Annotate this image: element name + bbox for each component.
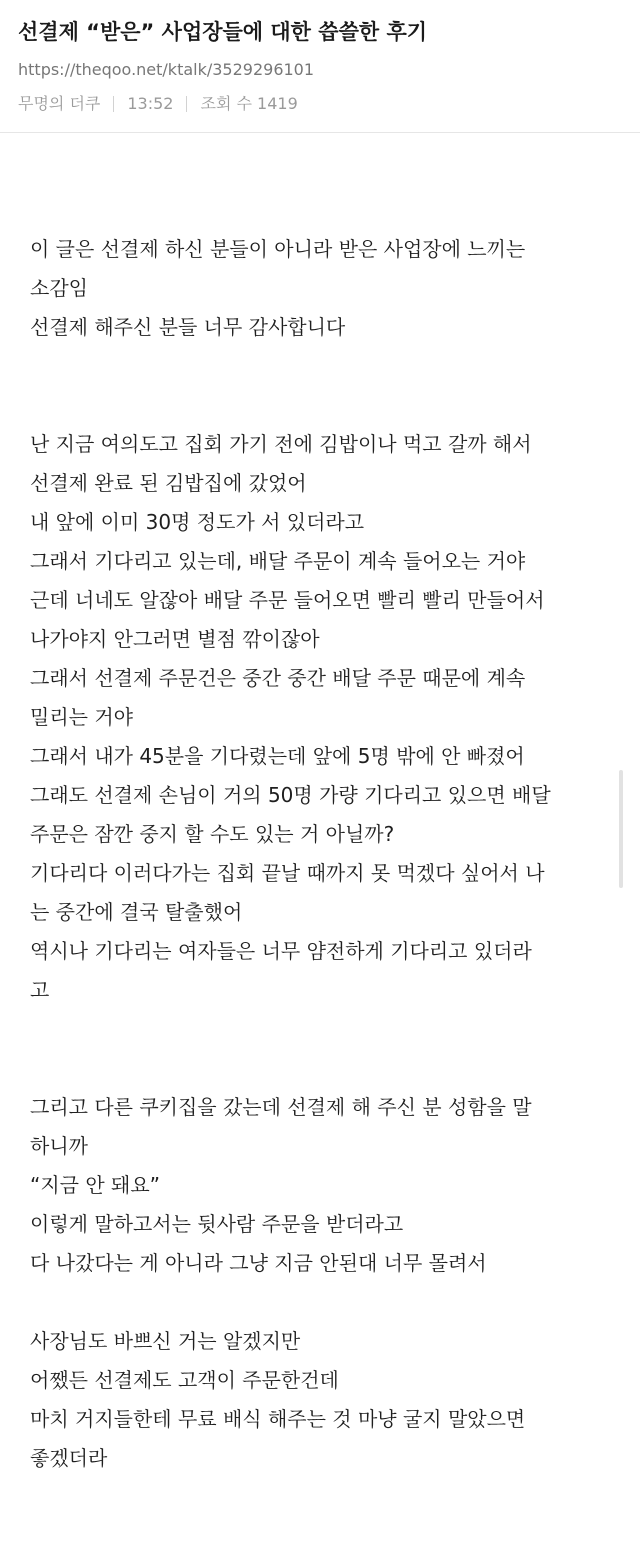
blank-line	[30, 1049, 620, 1088]
author-name[interactable]: 무명의 더쿠	[18, 94, 101, 113]
body-line: 소감임	[30, 276, 88, 300]
body-line: 마치 거지들한테 무료 배식 해주는 것 마냥 굴지 말았으면	[30, 1407, 526, 1431]
body-line: 이 글은 선결제 하신 분들이 아니라 받은 사업장에 느끼는	[30, 237, 526, 261]
body-line: 하니까	[30, 1134, 88, 1158]
post-meta	[18, 90, 298, 118]
post-body	[30, 230, 620, 1478]
body-line: 나가야지 안그러면 별점 깎이잖아	[30, 627, 320, 651]
post-title: 선결제 “받은” 사업장들에 대한 씁쓸한 후기	[18, 20, 428, 44]
body-line: 사장님도 바쁘신 거는 알겠지만	[30, 1329, 301, 1353]
body-line: 그래서 선결제 주문건은 중간 중간 배달 주문 때문에 계속	[30, 666, 526, 690]
body-line: 고	[30, 978, 50, 1002]
body-line: 그리고 다른 쿠키집을 갔는데 선결제 해 주신 분 성함을 말	[30, 1095, 532, 1119]
blank-line	[30, 1283, 620, 1322]
scrollbar-thumb[interactable]	[619, 770, 623, 888]
post-header	[0, 0, 640, 133]
body-line: 그래서 내가 45분을 기다렸는데 앞에 5명 밖에 안 빠졌어	[30, 744, 525, 768]
body-line: 다 나갔다는 게 아니라 그냥 지금 안된대 너무 몰려서	[30, 1251, 487, 1275]
body-line: “지금 안 돼요”	[30, 1173, 161, 1197]
body-line: 그래도 선결제 손님이 거의 50명 가량 기다리고 있으면 배달	[30, 783, 551, 807]
paragraph-4	[30, 1322, 620, 1478]
body-line: 선결제 해주신 분들 너무 감사합니다	[30, 315, 346, 339]
body-line: 밀리는 거야	[30, 705, 133, 729]
body-line: 근데 너네도 알잖아 배달 주문 들어오면 빨리 빨리 만들어서	[30, 588, 545, 612]
meta-divider	[186, 96, 187, 112]
paragraph-1	[30, 230, 620, 347]
body-line: 는 중간에 결국 탈출했어	[30, 900, 243, 924]
blank-line	[30, 347, 620, 386]
body-line: 선결제 완료 된 김밥집에 갔었어	[30, 471, 307, 495]
paragraph-3	[30, 1088, 620, 1283]
post-time: 13:52	[127, 94, 174, 113]
body-line: 기다리다 이러다가는 집회 끝날 때까지 못 먹겠다 싶어서 나	[30, 861, 545, 885]
body-line: 내 앞에 이미 30명 정도가 서 있더라고	[30, 510, 365, 534]
paragraph-2	[30, 425, 620, 1010]
view-count: 조회 수 1419	[200, 94, 298, 113]
blank-line	[30, 386, 620, 425]
post-url-link[interactable]: https://theqoo.net/ktalk/3529296101	[18, 60, 315, 79]
body-line: 이렇게 말하고서는 뒷사람 주문을 받더라고	[30, 1212, 404, 1236]
body-line: 그래서 기다리고 있는데, 배달 주문이 계속 들어오는 거야	[30, 549, 526, 573]
body-line: 좋겠더라	[30, 1446, 108, 1470]
body-line: 어쨌든 선결제도 고객이 주문한건데	[30, 1368, 339, 1392]
meta-divider	[113, 96, 114, 112]
blank-line	[30, 1010, 620, 1049]
body-line: 역시나 기다리는 여자들은 너무 얌전하게 기다리고 있더라	[30, 939, 532, 963]
body-line: 주문은 잠깐 중지 할 수도 있는 거 아닐까?	[30, 822, 395, 846]
body-line: 난 지금 여의도고 집회 가기 전에 김밥이나 먹고 갈까 해서	[30, 432, 532, 456]
